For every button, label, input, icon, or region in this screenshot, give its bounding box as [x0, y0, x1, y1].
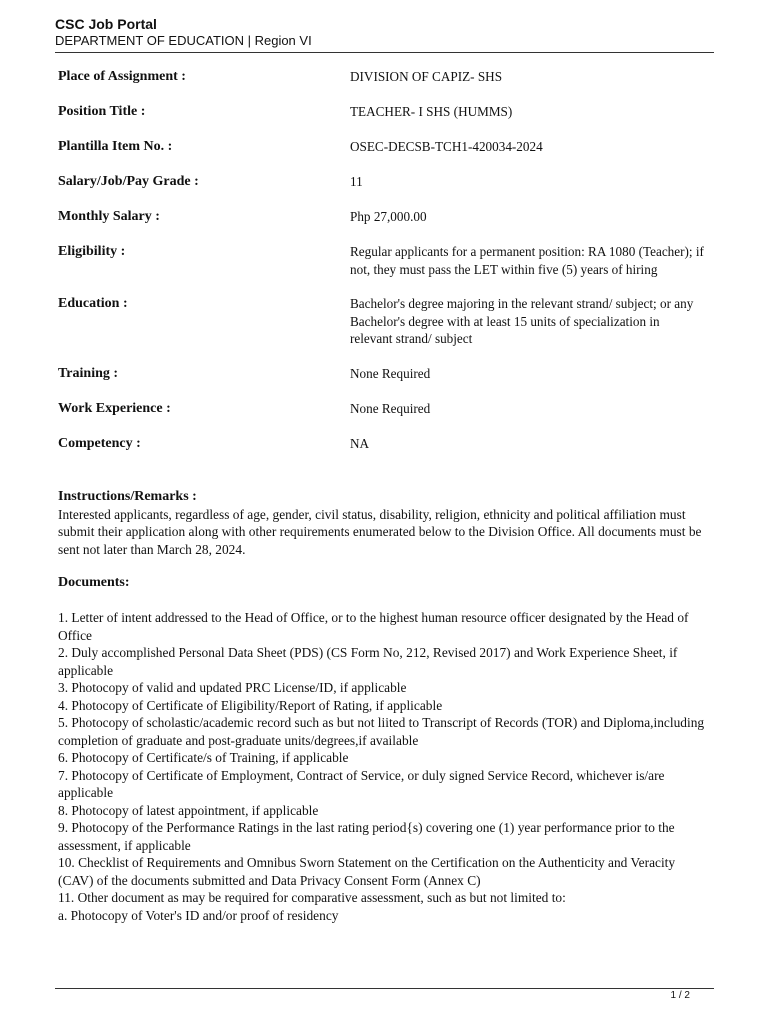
field-row [58, 243, 708, 278]
field-label: Work Experience : [58, 400, 171, 416]
field-value: Php 27,000.00 [350, 209, 427, 224]
documents-heading: Documents: [58, 575, 130, 590]
document-item: 11. Other document as may be required for comparative assessment, such as but not limited to: [58, 890, 566, 905]
field-value: OSEC-DECSB-TCH1-420034-2024 [350, 139, 543, 154]
field-value: Regular applicants for a permanent position: RA 1080 (Teacher); if not, they must pass the LET within five (5) years of hiring [350, 244, 704, 277]
documents-section [58, 574, 713, 924]
document-item: 4. Photocopy of Certificate of Eligibility/Report of Rating, if applicable [58, 697, 443, 713]
field-value: 11 [350, 174, 363, 189]
document-item: 10. Checklist of Requirements and Omnibus Sworn Statement on the Certification on the Authenticity and Veracity (CAV) of the documents submitted and Data Privacy Consent Form (Annex C) [58, 855, 676, 888]
field-value: NA [350, 435, 370, 451]
field-label: Plantilla Item No. : [58, 139, 173, 154]
field-row [58, 103, 708, 121]
header-divider [55, 52, 714, 53]
documents-list [58, 609, 713, 924]
field-label: Competency : [58, 435, 141, 451]
document-item: 5. Photocopy of scholastic/academic record such as but not liited to Transcript of Records (TOR) and Diploma,including completion of graduate and post-graduate units/degrees,if available [58, 715, 705, 748]
field-label: Training : [58, 365, 119, 381]
field-row [58, 295, 708, 348]
instructions-text: Interested applicants, regardless of age, gender, civil status, disability, religion, ethnicity and political affiliation must submit their application along with other requirements enumerated below to the Division Office. All documents must be sent not later than March 28, 2024. [58, 506, 702, 557]
document-item: a. Photocopy of Voter's ID and/or proof of residency [58, 907, 339, 923]
field-label: Salary/Job/Pay Grade : [58, 174, 199, 189]
document-item: 9. Photocopy of the Performance Ratings in the last rating period{s) covering one (1) year performance prior to the assessment, if applicable [58, 820, 675, 853]
field-value: Bachelor's degree majoring in the relevant strand/ subject; or any Bachelor's degree with at least 15 units of specialization in relevant strand/ subject [350, 296, 694, 346]
department-name: DEPARTMENT OF EDUCATION | Region VI [55, 33, 312, 48]
field-label: Monthly Salary : [58, 209, 160, 224]
instructions-heading: Instructions/Remarks : [58, 489, 197, 504]
field-row [58, 138, 708, 156]
field-label: Position Title : [58, 104, 146, 119]
field-value: TEACHER- I SHS (HUMMS) [350, 104, 513, 119]
document-item: 3. Photocopy of valid and updated PRC License/ID, if applicable [58, 680, 407, 695]
field-value: None Required [350, 400, 431, 416]
field-value: DIVISION OF CAPIZ- SHS [350, 69, 503, 84]
field-value: None Required [350, 365, 431, 381]
field-label: Place of Assignment : [58, 69, 186, 84]
field-row [58, 173, 708, 191]
job-details [58, 68, 708, 470]
document-header [55, 16, 714, 49]
field-label: Education : [58, 296, 128, 311]
document-item: 2. Duly accomplished Personal Data Sheet (PDS) (CS Form No, 212, Revised 2017) and Work Experience Sheet, if applicable [58, 645, 678, 678]
document-item: 7. Photocopy of Certificate of Employment, Contract of Service, or duly signed Service Record, whichever is/are applicable [58, 767, 665, 800]
page-number: 1 / 2 [670, 990, 690, 1001]
field-row [58, 400, 708, 418]
field-row [58, 435, 708, 453]
field-row [58, 68, 708, 86]
field-row [58, 365, 708, 383]
field-row [58, 208, 708, 226]
instructions-section [58, 488, 713, 558]
document-item: 1. Letter of intent addressed to the Head of Office, or to the highest human resource officer designated by the Head of Office [58, 610, 689, 643]
document-item: 8. Photocopy of latest appointment, if applicable [58, 802, 319, 818]
document-item: 6. Photocopy of Certificate/s of Training, if applicable [58, 750, 349, 765]
footer-divider [55, 988, 714, 989]
field-label: Eligibility : [58, 244, 126, 259]
portal-name: CSC Job Portal [55, 16, 157, 32]
